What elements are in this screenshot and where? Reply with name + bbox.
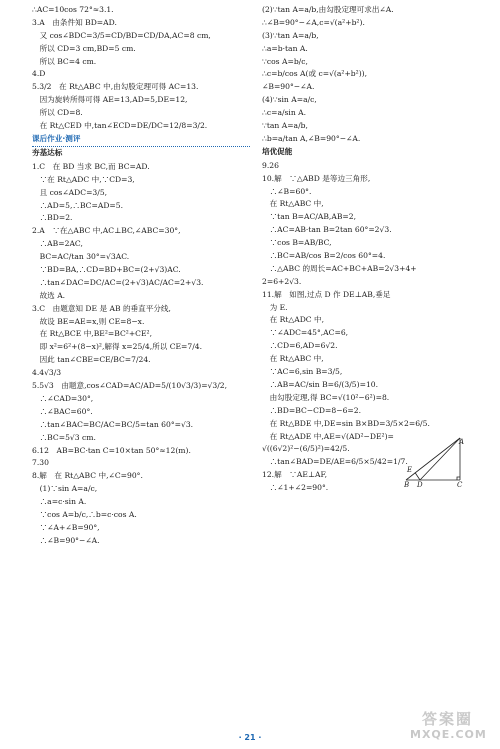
label-b: B [404, 481, 410, 488]
text-line: 在 Rt△ABC 中, [262, 354, 324, 364]
triangle-figure [404, 436, 466, 488]
text-line: 1.C 在 BD 当求 BC,而 BC=AD. [32, 161, 150, 171]
text-line: 在 Rt△BCE 中,BE²=BC²+CE², [32, 329, 152, 339]
text-line: ∵AC=6,sin B=3/5, [262, 367, 343, 377]
text-line: 11.解 如图,过点 D 作 DE⊥AB,垂足 [262, 289, 391, 299]
text-line: ∵tan A=a/b, [262, 121, 308, 131]
text-line: ∴AC=AB·tan B=2tan 60°=2√3. [262, 225, 392, 235]
left-column [32, 6, 250, 550]
text-line: ∴∠B=90°−∠A,c=√(a²+b²). [262, 17, 365, 27]
subsection-advanced-label: 培优促能 [262, 146, 293, 156]
text-line: ∴AB=2AC, [32, 239, 83, 249]
section-title [32, 135, 250, 149]
text-line: ∴a=c·sin A. [32, 497, 87, 507]
text-line: ∵∠ADC=45°,AC=6, [262, 328, 349, 338]
text-line: 在 Rt△BDE 中,DE=sin B×BD=3/5×2=6/5. [262, 418, 430, 428]
text-line: 在 Rt△ADC 中, [262, 315, 325, 325]
text-line: 故设 BE=AE=x,则 CE=8−x. [32, 316, 145, 326]
watermark-text: 答案圈 [422, 710, 474, 728]
text-line: ∠B=90°−∠A. [262, 82, 315, 92]
text-line: 7.30 [32, 458, 49, 468]
text-line: ∴c=b/cos A(或 c=√(a²+b²)), [262, 69, 368, 79]
subsection-advanced [262, 148, 480, 162]
text-line: ∴AC=10cos 72°≈3.1. [32, 5, 114, 14]
text-line: 所以 CD=3 cm,BD=5 cm. [32, 43, 136, 53]
text-line: 12.解 ∵AE⊥AF, [262, 470, 328, 480]
page-number: · 21 · [238, 733, 262, 742]
heading-rule [32, 146, 250, 147]
text-line: ∴∠B=60°. [262, 186, 312, 196]
text-line: ∵cos B=AB/BC, [262, 238, 332, 248]
text-line: ∵BD=BA,∴CD=BD+BC=(2+√3)AC. [32, 265, 181, 275]
text-line: BC=AC/tan 30°=√3AC. [32, 252, 130, 262]
text-line: ∴△ABC 的周长=AC+BC+AB=2√3+4+ [262, 263, 417, 273]
text-line: 2=6+2√3. [262, 276, 302, 286]
text-line: ∴CD=6,AD=6√2. [262, 341, 338, 351]
text-line: 所以 BC=4 cm. [32, 56, 97, 66]
text-line: ∴c=a/sin A. [262, 108, 307, 118]
text-line: ∴a=b·tan A. [262, 43, 308, 53]
text-line: ∴∠B=90°−∠A. [32, 535, 100, 545]
label-e: E [407, 466, 413, 474]
section-title-label: 课后作业·测评 [32, 133, 81, 143]
text-line: (4)∵sin A=a/c, [262, 95, 317, 105]
segment-ad [420, 438, 460, 480]
text-line: 9.26 [262, 160, 279, 170]
text-line: ∴BC=5√3 cm. [32, 432, 96, 442]
text-line: 又 cos∠BDC=3/5=CD/BD=CD/DA,AC=8 cm, [32, 30, 211, 40]
text-line: 3.A 由条件知 BD=AD. [32, 17, 117, 27]
text-line: ∴∠CAD=30°, [32, 393, 94, 403]
text-line: 故选 A. [32, 290, 66, 300]
text-line: 5.5√3 由题意,cos∠CAD=AC/AD=5/(10√3/3)=√3/2, [32, 381, 228, 391]
text-line: (2)∵tan A=a/b,由勾股定理可求出∠A. [262, 5, 394, 14]
text-line: 即 x²=6²+(8−x)²,解得 x=25/4,所以 CE=7/4. [32, 342, 203, 352]
label-c: C [457, 481, 463, 488]
text-line: ∵在 Rt△ADC 中,∵CD=3, [32, 174, 135, 184]
right-column [262, 6, 480, 497]
text-line: ∵cos A=b/c,∴b=c·cos A. [32, 509, 137, 519]
text-line: ∵cos A=b/c, [262, 56, 308, 66]
segment-de [415, 473, 420, 481]
text-line: ∴∠1+∠2=90°. [262, 483, 329, 493]
right-angle-mark [457, 477, 460, 480]
text-line: 4.4√3/3 [32, 368, 62, 378]
text-line: ∴tan∠BAD=DE/AE=6/5×5/42=1/7. [262, 457, 408, 467]
watermark-url: MXQE.COM [410, 728, 487, 741]
text-line: ∵∠A+∠B=90°, [32, 522, 100, 532]
text-line: ∴∠BAC=60°. [32, 406, 93, 416]
text-line: ∴b=a/tan A,∠B=90°−∠A. [262, 133, 361, 143]
text-line: 8.解 在 Rt△ABC 中,∠C=90°. [32, 471, 143, 481]
text-line: 因此 tan∠CBE=CE/BC=7/24. [32, 355, 151, 365]
text-line: 在 Rt△ADE 中,AE=√(AD²−DE²)= [262, 431, 394, 441]
text-line: 因为旋转所得可得 AE=13,AD=5,DE=12, [32, 95, 188, 105]
text-line: ∵tan B=AC/AB,AB=2, [262, 212, 357, 222]
text-line: 所以 CD=8. [32, 108, 83, 118]
text-line: ∴BD=BC−CD=8−6=2. [262, 405, 362, 415]
text-line: 3.C 由题意知 DE 是 AB 的垂直平分线, [32, 303, 171, 313]
text-line: ∴AD=5,∴BC=AD=5. [32, 200, 124, 210]
watermark-logo [402, 708, 494, 744]
label-a: A [459, 438, 465, 446]
subsection-basic [32, 149, 250, 163]
text-line: ∴tan∠BAC=BC/AC=BC/5=tan 60°=√3. [32, 419, 194, 429]
text-line: 4.D [32, 69, 46, 79]
text-line: 6.12 AB=BC·tan C=10×tan 50°≈12(m). [32, 445, 191, 455]
subsection-basic-label: 夯基达标 [32, 147, 63, 157]
segment-ab [406, 438, 460, 480]
text-line: 10.解 ∵△ABD 是等边三角形, [262, 173, 371, 183]
text-line: ∴BC=AB/cos B=2/cos 60°=4. [262, 251, 386, 261]
text-line: (1)∵sin A=a/c, [32, 484, 98, 494]
text-line: 2.A ∵在△ABC 中,AC⊥BC,∠ABC=30°, [32, 226, 181, 236]
label-d: D [417, 481, 423, 488]
text-line: 为 E. [262, 302, 288, 312]
text-line: 5.3/2 在 Rt△ABC 中,由勾股定理可得 AC=13. [32, 82, 199, 92]
text-line: 且 cos∠ADC=3/5, [32, 187, 108, 197]
text-line: 在 Rt△ABC 中, [262, 199, 324, 209]
text-line: (3)∵tan A=a/b, [262, 30, 319, 40]
text-line: 由勾股定理,得 BC=√(10²−6²)=8. [262, 392, 390, 402]
text-line: √((6√2)²−(6/5)²)=42/5. [262, 444, 350, 454]
text-line: ∴BD=2. [32, 213, 73, 223]
text-line: ∴AB=AC/sin B=6/(3/5)=10. [262, 379, 379, 389]
text-line: ∴tan∠DAC=DC/AC=(2+√3)AC/AC=2+√3. [32, 277, 204, 287]
text-line: 在 Rt△CED 中,tan∠ECD=DE/DC=12/8=3/2. [32, 121, 208, 131]
